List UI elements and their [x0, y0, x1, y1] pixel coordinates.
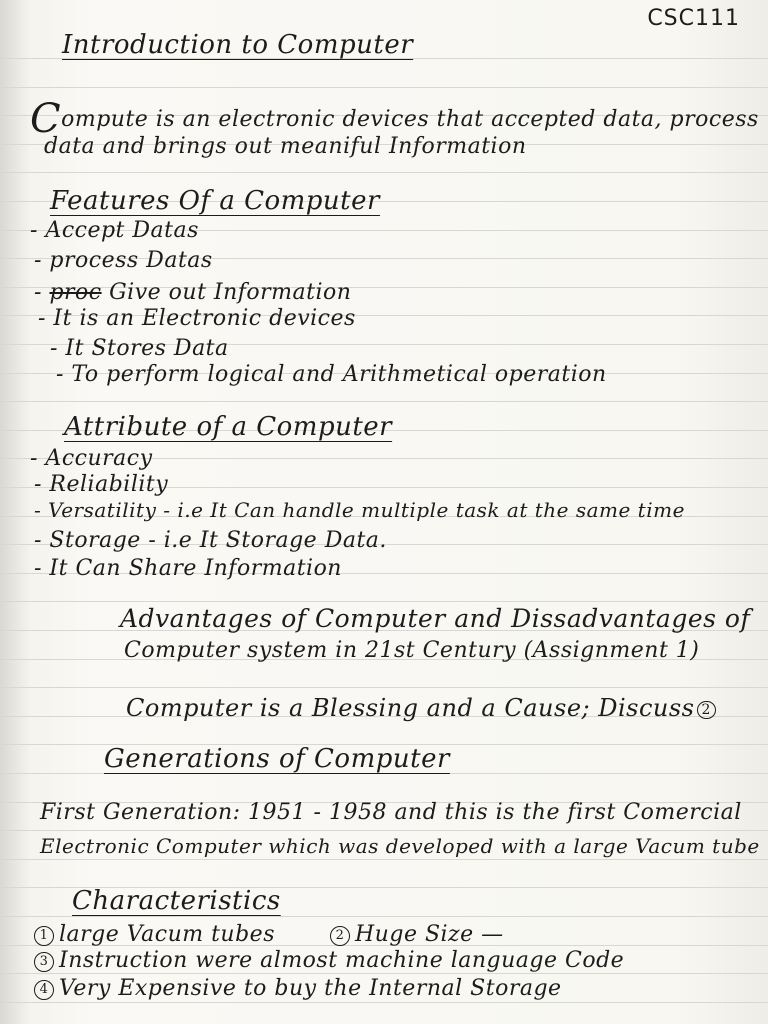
dash-marker: -: [34, 280, 50, 305]
struck-word: proc: [49, 280, 102, 305]
ruled-line: [0, 830, 768, 831]
number-circle: 4: [34, 980, 54, 1000]
assignment-2: [126, 694, 716, 722]
feature-item: - It is an Electronic devices: [38, 306, 356, 331]
page-title: Introduction to Computer: [62, 30, 414, 60]
feature-item: - It Stores Data: [50, 336, 229, 361]
ruled-line: [0, 601, 768, 602]
characteristic-text: large Vacum tubes: [59, 922, 275, 947]
characteristic-row: [34, 976, 562, 1001]
characteristic-text: Instruction were almost machine language Code: [59, 948, 625, 973]
number-circle: 3: [34, 952, 54, 972]
ruled-line: [0, 1002, 768, 1003]
characteristic-row: [34, 948, 624, 973]
characteristic-text: Very Expensive to buy the Internal Storage: [59, 976, 562, 1001]
assignment-2-text: Computer is a Blessing and a Cause; Discuss: [126, 694, 695, 722]
characteristics-heading: Characteristics: [72, 886, 281, 916]
feature-item-text: Give out Information: [109, 280, 352, 305]
ruled-line: [0, 859, 768, 860]
ruled-line: [0, 973, 768, 974]
feature-item: - To perform logical and Arithmetical operation: [56, 362, 607, 387]
first-generation-line-1: First Generation: 1951 - 1958 and this is the first Comercial: [40, 800, 742, 825]
feature-item: [34, 280, 351, 305]
ruled-line: [0, 916, 768, 917]
attribute-item: - Storage - i.e It Storage Data.: [34, 528, 387, 553]
assignment-2-badge: 2: [697, 701, 716, 719]
attribute-item: - Reliability: [34, 472, 169, 497]
attribute-item: - Accuracy: [30, 446, 153, 471]
definition-line-1-text: ompute is an electronic devices that accepted data, process: [61, 107, 759, 132]
attribute-item: - It Can Share Information: [34, 556, 342, 581]
attributes-heading: Attribute of a Computer: [64, 412, 393, 442]
ruled-line: [0, 172, 768, 173]
generations-heading: Generations of Computer: [104, 744, 450, 774]
course-code: CSC111: [647, 6, 740, 31]
ruled-line: [0, 87, 768, 88]
ruled-line: [0, 687, 768, 688]
assignment-1-line-2: Computer system in 21st Century (Assignment 1): [124, 638, 700, 663]
attribute-item: - Versatility - i.e It Can handle multiple task at the same time: [34, 498, 685, 522]
features-heading: Features Of a Computer: [50, 186, 380, 216]
characteristic-text: Huge Size —: [355, 922, 504, 947]
number-circle: 2: [330, 926, 350, 946]
feature-item: - Accept Datas: [30, 218, 199, 243]
number-circle: 1: [34, 926, 54, 946]
ruled-line: [0, 401, 768, 402]
first-generation-line-2: Electronic Computer which was developed with a large Vacum tube: [40, 834, 760, 858]
characteristic-row: [34, 922, 504, 947]
definition-line-2: data and brings out meaniful Information: [44, 134, 527, 159]
definition-initial: C: [30, 96, 62, 142]
assignment-1-line-1: Advantages of Computer and Dissadvantages of: [120, 604, 751, 633]
page-binding-shadow: [0, 0, 30, 1024]
feature-item: - process Datas: [34, 248, 213, 273]
